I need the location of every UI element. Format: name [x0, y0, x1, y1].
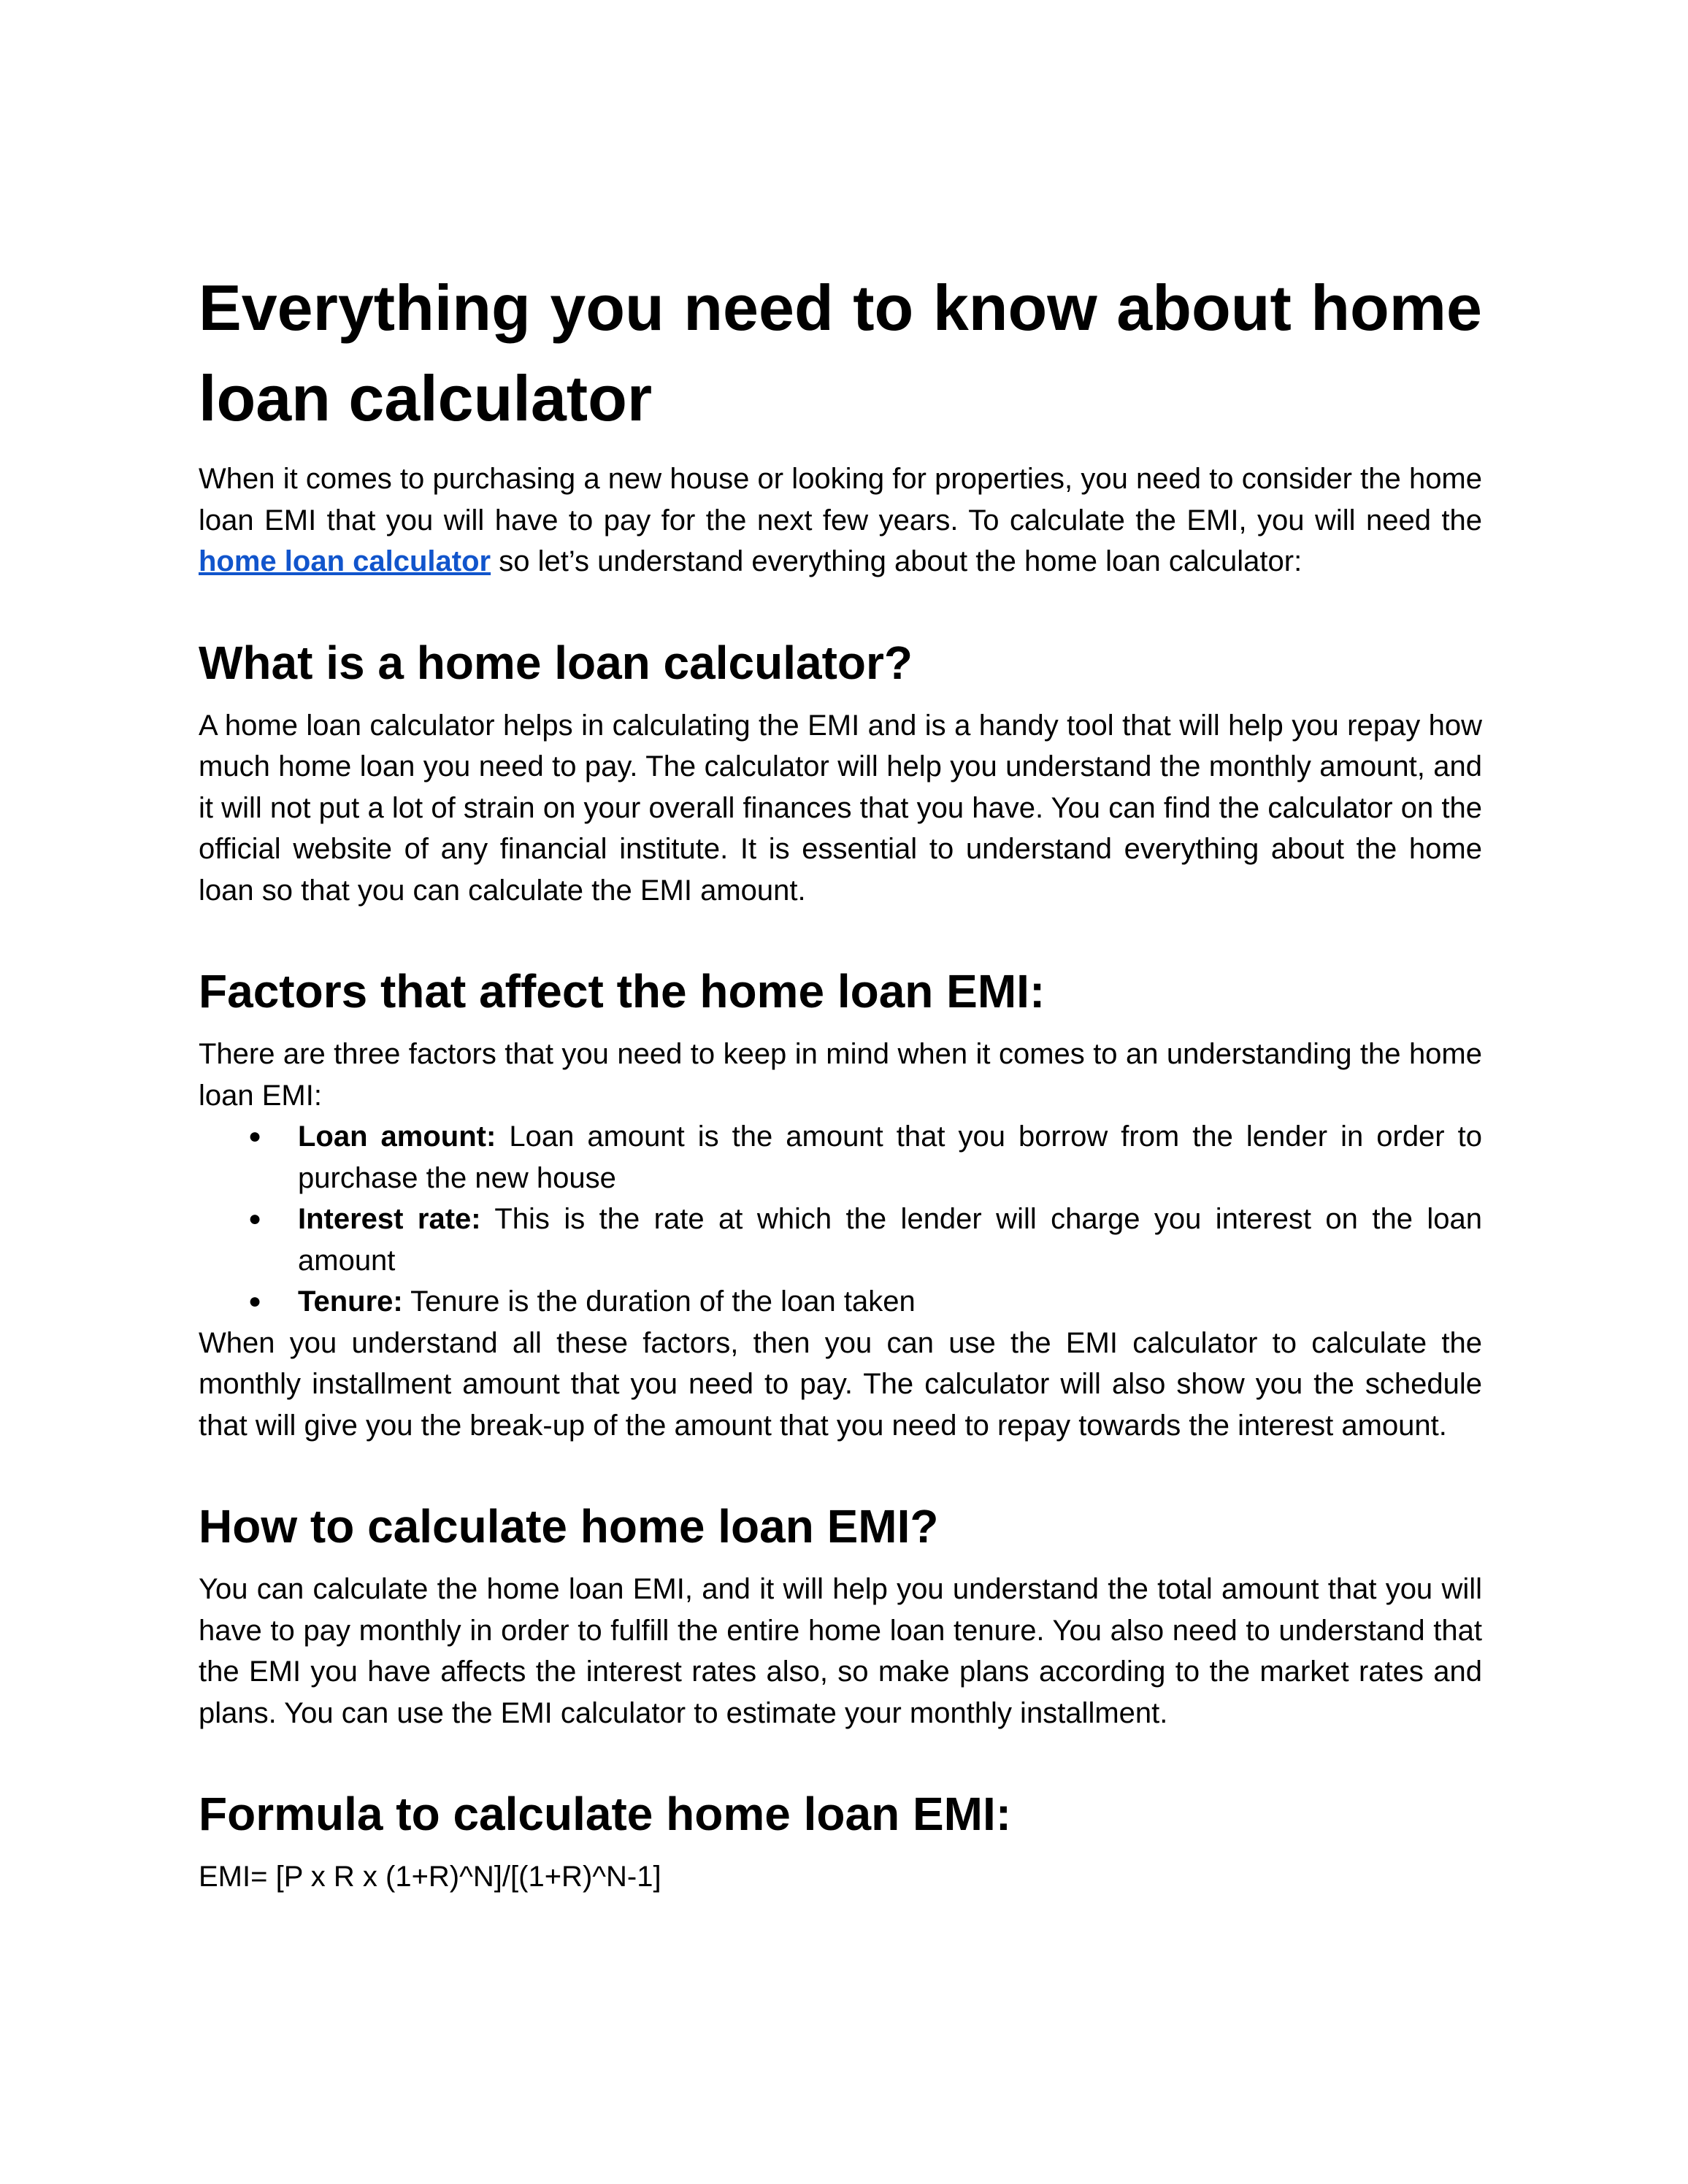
factor-text: Loan amount is the amount that you borrow from the lender in order to purchase the new house [298, 1120, 1483, 1194]
list-item [199, 1281, 1482, 1323]
factors-list [199, 1116, 1482, 1323]
bullet-icon: ● [248, 1124, 262, 1148]
intro-text-after-link: so let’s understand everything about the home loan calculator: [491, 545, 1303, 577]
list-item [199, 1199, 1482, 1281]
paragraph-how-to: You can calculate the home loan EMI, and it will help you understand the total amount that you will have to pay monthly in order to fulfill the entire home loan tenure. You also need to understand that the EMI you have affects the interest rates also, so make plans according to the market rates and plans. You can use the EMI calculator to estimate your monthly installment. [199, 1573, 1482, 1729]
intro-text-before-link: When it comes to purchasing a new house or looking for properties, you need to consider the home loan EMI that you will have to pay for the next few years. To calculate the EMI, you will need the [199, 463, 1482, 537]
document-title: Everything you need to know about home loan calculator [199, 272, 1482, 434]
section-how-to [199, 1497, 1482, 1734]
section-formula [199, 1785, 1482, 1898]
heading-how-to: How to calculate home loan EMI? [199, 1500, 939, 1553]
paragraph-factors-intro: There are three factors that you need to keep in mind when it comes to an understanding the home loan EMI: [199, 1038, 1482, 1112]
factor-term: Interest rate: [298, 1203, 481, 1235]
home-loan-calculator-link[interactable]: home loan calculator [199, 545, 491, 577]
document-page [199, 263, 1482, 1898]
factor-term: Tenure: [298, 1285, 403, 1318]
factor-text: This is the rate at which the lender will charge you interest on the loan amount [298, 1203, 1482, 1277]
paragraph-factors-outro: When you understand all these factors, then you can use the EMI calculator to calculate the monthly installment amount that you need to pay. The calculator will also show you the schedule that will give you the break-up of the amount that you need to repay towards the interest amount. [199, 1326, 1482, 1442]
bullet-icon: ● [248, 1289, 262, 1313]
list-item [199, 1116, 1482, 1199]
heading-what-is: What is a home loan calculator? [199, 636, 913, 689]
formula-text: EMI= [P x R x (1+R)^N]/[(1+R)^N-1] [199, 1861, 661, 1893]
bullet-icon: ● [248, 1207, 262, 1231]
heading-formula: Formula to calculate home loan EMI: [199, 1788, 1012, 1840]
section-what-is [199, 634, 1482, 912]
heading-factors: Factors that affect the home loan EMI: [199, 965, 1046, 1018]
factor-text: Tenure is the duration of the loan taken [402, 1285, 916, 1318]
paragraph-what-is: A home loan calculator helps in calculating the EMI and is a handy tool that will help you repay how much home loan you need to pay. The calculator will help you understand the monthly amount, and it will not put a lot of strain on your overall finances that you have. You can find the calculator on the official website of any financial institute. It is essential to understand everything about the home loan so that you can calculate the EMI amount. [199, 709, 1482, 907]
section-factors [199, 962, 1482, 1446]
intro-paragraph [199, 458, 1482, 582]
factor-term: Loan amount: [298, 1120, 496, 1153]
